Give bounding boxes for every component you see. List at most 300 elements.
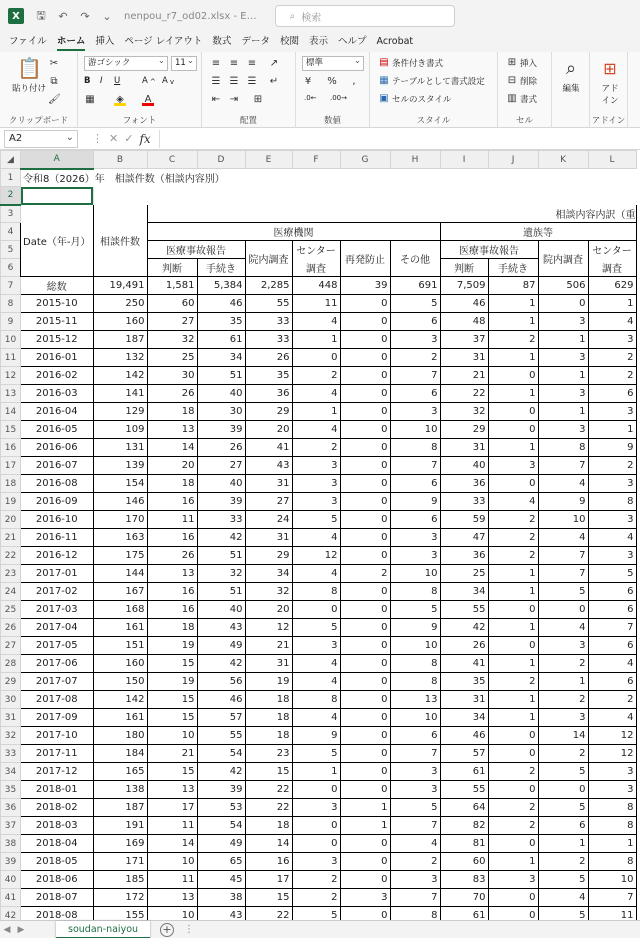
value-cell[interactable]: 2 [488, 331, 538, 349]
value-cell[interactable]: 2 [488, 511, 538, 529]
value-cell[interactable]: 4 [588, 655, 636, 673]
value-cell[interactable]: 51 [197, 367, 245, 385]
value-cell[interactable]: 0 [488, 907, 538, 921]
value-cell[interactable]: 18 [245, 709, 292, 727]
value-cell[interactable]: 3 [488, 457, 538, 475]
value-cell[interactable]: 29 [245, 547, 292, 565]
value-cell[interactable]: 32 [440, 403, 488, 421]
value-cell[interactable]: 6 [538, 817, 588, 835]
value-cell[interactable]: 2 [488, 529, 538, 547]
value-cell[interactable]: 10 [147, 907, 197, 921]
column-header[interactable]: I [440, 151, 488, 169]
row-header[interactable]: 3 [1, 205, 21, 223]
value-cell[interactable]: 26 [147, 385, 197, 403]
value-cell[interactable]: 0 [340, 349, 390, 367]
value-cell[interactable]: 19 [147, 673, 197, 691]
date-cell[interactable]: 2017-04 [21, 619, 94, 637]
value-cell[interactable]: 15 [147, 655, 197, 673]
value-cell[interactable]: 15 [245, 763, 292, 781]
row-header[interactable]: 33 [1, 745, 21, 763]
sub-header-center-investigation[interactable]: 調査 [588, 259, 636, 277]
value-cell[interactable]: 5 [292, 907, 340, 921]
value-cell[interactable]: 2 [292, 439, 340, 457]
value-cell[interactable]: 0 [340, 655, 390, 673]
value-cell[interactable]: 47 [440, 529, 488, 547]
column-header[interactable]: J [488, 151, 538, 169]
value-cell[interactable]: 10 [147, 853, 197, 871]
value-cell[interactable]: 0 [340, 871, 390, 889]
value-cell[interactable]: 3 [588, 475, 636, 493]
value-cell[interactable]: 0 [340, 367, 390, 385]
value-cell[interactable]: 18 [147, 475, 197, 493]
date-cell[interactable]: 2016-11 [21, 529, 94, 547]
value-cell[interactable]: 33 [245, 331, 292, 349]
value-cell[interactable]: 3 [292, 493, 340, 511]
value-cell[interactable]: 54 [197, 745, 245, 763]
align-right-button[interactable] [246, 76, 258, 88]
value-cell[interactable]: 0 [340, 493, 390, 511]
value-cell[interactable]: 16 [147, 601, 197, 619]
value-cell[interactable]: 10 [538, 511, 588, 529]
value-cell[interactable]: 0 [340, 313, 390, 331]
value-cell[interactable]: 161 [93, 619, 147, 637]
merge-button[interactable] [252, 94, 264, 106]
format-cells-button[interactable] [506, 93, 537, 105]
value-cell[interactable]: 2 [292, 871, 340, 889]
sub-header-hospital-investigation[interactable]: 院内調査 [245, 241, 292, 277]
value-cell[interactable]: 168 [93, 601, 147, 619]
value-cell[interactable]: 6 [390, 727, 440, 745]
date-cell[interactable]: 2017-11 [21, 745, 94, 763]
date-cell[interactable]: 2016-03 [21, 385, 94, 403]
value-cell[interactable]: 0 [340, 457, 390, 475]
value-cell[interactable]: 46 [440, 727, 488, 745]
value-cell[interactable]: 187 [93, 331, 147, 349]
value-cell[interactable]: 2 [588, 349, 636, 367]
value-cell[interactable]: 6 [588, 673, 636, 691]
tab-insert[interactable]: 挿入 [95, 36, 115, 47]
value-cell[interactable]: 0 [340, 295, 390, 313]
value-cell[interactable]: 4 [488, 493, 538, 511]
value-cell[interactable]: 2 [292, 367, 340, 385]
row-header[interactable]: 11 [1, 349, 21, 367]
value-cell[interactable]: 5 [390, 601, 440, 619]
value-cell[interactable]: 175 [93, 547, 147, 565]
value-cell[interactable]: 150 [93, 673, 147, 691]
value-cell[interactable]: 34 [440, 583, 488, 601]
row-header[interactable]: 41 [1, 889, 21, 907]
value-cell[interactable]: 0 [538, 601, 588, 619]
value-cell[interactable]: 142 [93, 367, 147, 385]
date-cell[interactable]: 2018-07 [21, 889, 94, 907]
value-cell[interactable]: 18 [245, 727, 292, 745]
cell[interactable] [93, 187, 147, 205]
value-cell[interactable]: 141 [93, 385, 147, 403]
value-cell[interactable]: 4 [538, 529, 588, 547]
sub-header-judgment[interactable]: 判断 [440, 259, 488, 277]
value-cell[interactable]: 8 [538, 439, 588, 457]
value-cell[interactable]: 42 [197, 529, 245, 547]
value-cell[interactable]: 57 [197, 709, 245, 727]
value-cell[interactable]: 29 [245, 403, 292, 421]
increase-decimal-button[interactable]: .0← [304, 94, 317, 102]
value-cell[interactable]: 0 [488, 781, 538, 799]
selected-cell[interactable] [21, 187, 94, 205]
value-cell[interactable]: 1 [588, 295, 636, 313]
value-cell[interactable]: 0 [488, 367, 538, 385]
value-cell[interactable]: 4 [588, 709, 636, 727]
value-cell[interactable]: 163 [93, 529, 147, 547]
borders-button[interactable] [84, 94, 96, 106]
value-cell[interactable]: 54 [197, 817, 245, 835]
value-cell[interactable]: 32 [147, 331, 197, 349]
value-cell[interactable]: 0 [340, 385, 390, 403]
delete-cells-button[interactable] [506, 75, 537, 87]
row-header[interactable]: 16 [1, 439, 21, 457]
column-header[interactable]: F [292, 151, 340, 169]
value-cell[interactable]: 10 [588, 871, 636, 889]
value-cell[interactable]: 27 [197, 457, 245, 475]
cell-styles-button[interactable] [378, 93, 451, 105]
column-header[interactable]: L [588, 151, 636, 169]
value-cell[interactable]: 43 [197, 907, 245, 921]
value-cell[interactable]: 37 [440, 331, 488, 349]
value-cell[interactable]: 4 [588, 529, 636, 547]
align-middle-button[interactable] [228, 58, 240, 70]
value-cell[interactable]: 3 [292, 799, 340, 817]
value-cell[interactable]: 13 [147, 889, 197, 907]
value-cell[interactable]: 32 [197, 565, 245, 583]
value-cell[interactable]: 42 [197, 655, 245, 673]
cell[interactable] [440, 169, 488, 187]
value-cell[interactable]: 8 [588, 799, 636, 817]
value-cell[interactable]: 57 [440, 745, 488, 763]
value-cell[interactable]: 3 [390, 871, 440, 889]
row-header[interactable]: 4 [1, 223, 21, 241]
value-cell[interactable]: 0 [292, 817, 340, 835]
row-header[interactable]: 29 [1, 673, 21, 691]
align-top-button[interactable] [210, 58, 222, 70]
value-cell[interactable]: 11 [588, 907, 636, 921]
value-cell[interactable]: 7 [538, 547, 588, 565]
date-cell[interactable]: 2017-03 [21, 601, 94, 619]
value-cell[interactable]: 43 [197, 619, 245, 637]
date-cell[interactable]: 2015-11 [21, 313, 94, 331]
value-cell[interactable]: 10 [390, 637, 440, 655]
row-header[interactable]: 28 [1, 655, 21, 673]
value-cell[interactable]: 144 [93, 565, 147, 583]
total-cell[interactable]: 629 [588, 277, 636, 295]
total-cell[interactable]: 506 [538, 277, 588, 295]
value-cell[interactable]: 0 [340, 601, 390, 619]
value-cell[interactable]: 55 [440, 601, 488, 619]
value-cell[interactable]: 9 [390, 493, 440, 511]
date-cell[interactable]: 2016-04 [21, 403, 94, 421]
value-cell[interactable]: 7 [390, 457, 440, 475]
date-cell[interactable]: 2016-05 [21, 421, 94, 439]
row-header[interactable]: 5 [1, 241, 21, 259]
value-cell[interactable]: 0 [340, 745, 390, 763]
value-cell[interactable]: 46 [197, 295, 245, 313]
value-cell[interactable]: 0 [340, 727, 390, 745]
value-cell[interactable]: 82 [440, 817, 488, 835]
value-cell[interactable]: 3 [588, 403, 636, 421]
value-cell[interactable]: 42 [197, 763, 245, 781]
row-header[interactable]: 1 [1, 169, 21, 187]
cell[interactable] [588, 187, 636, 205]
value-cell[interactable]: 6 [588, 637, 636, 655]
conditional-format-button[interactable] [378, 57, 443, 69]
value-cell[interactable]: 0 [340, 853, 390, 871]
editing-button[interactable] [560, 58, 582, 94]
value-cell[interactable]: 160 [93, 655, 147, 673]
row-header[interactable]: 6 [1, 259, 21, 277]
value-cell[interactable]: 65 [197, 853, 245, 871]
value-cell[interactable]: 6 [390, 313, 440, 331]
value-cell[interactable]: 0 [340, 439, 390, 457]
value-cell[interactable]: 25 [147, 349, 197, 367]
row-header[interactable]: 25 [1, 601, 21, 619]
value-cell[interactable]: 41 [440, 655, 488, 673]
row-header[interactable]: 32 [1, 727, 21, 745]
value-cell[interactable]: 39 [197, 421, 245, 439]
value-cell[interactable]: 27 [147, 313, 197, 331]
addin-button[interactable] [596, 58, 624, 106]
value-cell[interactable]: 1 [488, 583, 538, 601]
value-cell[interactable]: 8 [292, 583, 340, 601]
value-cell[interactable]: 0 [538, 295, 588, 313]
value-cell[interactable]: 43 [245, 457, 292, 475]
value-cell[interactable]: 1 [488, 655, 538, 673]
value-cell[interactable]: 0 [340, 763, 390, 781]
value-cell[interactable]: 42 [440, 619, 488, 637]
date-cell[interactable]: 2017-06 [21, 655, 94, 673]
column-header[interactable]: K [538, 151, 588, 169]
value-cell[interactable]: 1 [488, 439, 538, 457]
value-cell[interactable]: 129 [93, 403, 147, 421]
row-header[interactable]: 27 [1, 637, 21, 655]
select-all-corner[interactable]: ◢ [1, 151, 21, 169]
value-cell[interactable]: 146 [93, 493, 147, 511]
value-cell[interactable]: 3 [292, 637, 340, 655]
sub-header-prevention[interactable]: 再発防止 [340, 241, 390, 277]
value-cell[interactable]: 11 [147, 511, 197, 529]
tab-home[interactable]: ホーム [52, 32, 91, 52]
value-cell[interactable]: 3 [588, 547, 636, 565]
value-cell[interactable]: 3 [588, 511, 636, 529]
value-cell[interactable]: 61 [440, 763, 488, 781]
value-cell[interactable]: 8 [390, 907, 440, 921]
value-cell[interactable]: 0 [340, 907, 390, 921]
value-cell[interactable]: 170 [93, 511, 147, 529]
tab-page-layout[interactable]: ページ レイアウト [124, 36, 203, 47]
total-cell[interactable]: 7,509 [440, 277, 488, 295]
cell[interactable] [440, 187, 488, 205]
value-cell[interactable]: 1 [292, 403, 340, 421]
value-cell[interactable]: 8 [390, 439, 440, 457]
row-header[interactable]: 38 [1, 835, 21, 853]
more-options-icon[interactable]: ⋮ [184, 924, 195, 935]
value-cell[interactable]: 0 [488, 889, 538, 907]
value-cell[interactable]: 138 [93, 781, 147, 799]
date-cell[interactable]: 2017-01 [21, 565, 94, 583]
cell[interactable] [488, 187, 538, 205]
value-cell[interactable]: 61 [197, 331, 245, 349]
value-cell[interactable]: 4 [292, 565, 340, 583]
value-cell[interactable]: 2 [292, 889, 340, 907]
value-cell[interactable]: 155 [93, 907, 147, 921]
insert-cells-button[interactable] [506, 57, 537, 69]
value-cell[interactable]: 5 [538, 799, 588, 817]
value-cell[interactable]: 11 [292, 295, 340, 313]
value-cell[interactable]: 60 [147, 295, 197, 313]
value-cell[interactable]: 4 [588, 313, 636, 331]
value-cell[interactable]: 14 [147, 835, 197, 853]
value-cell[interactable]: 40 [440, 457, 488, 475]
value-cell[interactable]: 20 [245, 421, 292, 439]
tab-view[interactable]: 表示 [308, 36, 328, 47]
value-cell[interactable]: 154 [93, 475, 147, 493]
redo-icon[interactable]: ↷ [80, 9, 90, 23]
value-cell[interactable]: 38 [197, 889, 245, 907]
value-cell[interactable]: 20 [147, 457, 197, 475]
value-cell[interactable]: 15 [245, 889, 292, 907]
value-cell[interactable]: 131 [93, 439, 147, 457]
value-cell[interactable]: 46 [197, 691, 245, 709]
percent-button[interactable] [326, 76, 338, 88]
date-cell[interactable]: 2018-01 [21, 781, 94, 799]
value-cell[interactable]: 0 [292, 349, 340, 367]
value-cell[interactable]: 35 [197, 313, 245, 331]
date-cell[interactable]: 2016-07 [21, 457, 94, 475]
cell[interactable] [390, 169, 440, 187]
date-cell[interactable]: 2016-08 [21, 475, 94, 493]
value-cell[interactable]: 35 [440, 673, 488, 691]
breakdown-header[interactable]: 相談内容内訳（重 [147, 205, 636, 223]
value-cell[interactable]: 5 [390, 799, 440, 817]
value-cell[interactable]: 0 [340, 529, 390, 547]
value-cell[interactable]: 6 [588, 583, 636, 601]
value-cell[interactable]: 1 [488, 295, 538, 313]
value-cell[interactable]: 56 [197, 673, 245, 691]
value-cell[interactable]: 21 [440, 367, 488, 385]
value-cell[interactable]: 19 [147, 637, 197, 655]
value-cell[interactable]: 18 [245, 817, 292, 835]
value-cell[interactable]: 2 [588, 691, 636, 709]
date-cell[interactable]: 2017-05 [21, 637, 94, 655]
value-cell[interactable]: 3 [340, 889, 390, 907]
value-cell[interactable]: 18 [147, 619, 197, 637]
date-cell[interactable]: 2015-10 [21, 295, 94, 313]
value-cell[interactable]: 0 [488, 637, 538, 655]
cell[interactable] [588, 169, 636, 187]
value-cell[interactable]: 1 [538, 331, 588, 349]
value-cell[interactable]: 11 [147, 817, 197, 835]
value-cell[interactable]: 39 [197, 493, 245, 511]
value-cell[interactable]: 22 [245, 799, 292, 817]
underline-button[interactable]: U [114, 76, 121, 86]
value-cell[interactable]: 26 [440, 637, 488, 655]
value-cell[interactable]: 34 [245, 565, 292, 583]
value-cell[interactable]: 0 [340, 835, 390, 853]
value-cell[interactable]: 5 [292, 745, 340, 763]
value-cell[interactable]: 45 [197, 871, 245, 889]
value-cell[interactable]: 61 [440, 907, 488, 921]
format-painter-button[interactable] [48, 94, 60, 106]
value-cell[interactable]: 5 [538, 763, 588, 781]
row-header[interactable]: 42 [1, 907, 21, 921]
total-cell[interactable]: 19,491 [93, 277, 147, 295]
value-cell[interactable]: 40 [197, 475, 245, 493]
date-cell[interactable]: 2016-01 [21, 349, 94, 367]
total-cell[interactable]: 87 [488, 277, 538, 295]
tab-review[interactable]: 校閲 [279, 36, 299, 47]
value-cell[interactable]: 2 [390, 853, 440, 871]
value-cell[interactable]: 0 [340, 637, 390, 655]
value-cell[interactable]: 12 [292, 547, 340, 565]
value-cell[interactable]: 83 [440, 871, 488, 889]
font-color-button[interactable] [142, 94, 154, 106]
value-cell[interactable]: 0 [340, 511, 390, 529]
value-cell[interactable]: 34 [197, 349, 245, 367]
value-cell[interactable]: 2 [588, 457, 636, 475]
value-cell[interactable]: 70 [440, 889, 488, 907]
value-cell[interactable]: 9 [390, 619, 440, 637]
value-cell[interactable]: 7 [588, 889, 636, 907]
value-cell[interactable]: 36 [245, 385, 292, 403]
value-cell[interactable]: 8 [588, 853, 636, 871]
value-cell[interactable]: 22 [440, 385, 488, 403]
value-cell[interactable]: 132 [93, 349, 147, 367]
value-cell[interactable]: 2 [538, 745, 588, 763]
value-cell[interactable]: 7 [390, 889, 440, 907]
value-cell[interactable]: 10 [390, 421, 440, 439]
date-cell[interactable]: 2016-09 [21, 493, 94, 511]
value-cell[interactable]: 1 [340, 817, 390, 835]
sheet-title[interactable]: 令和8（2026）年 相談件数（相談内容別） [23, 174, 225, 186]
value-cell[interactable]: 15 [147, 763, 197, 781]
value-cell[interactable]: 22 [245, 781, 292, 799]
value-cell[interactable]: 4 [292, 673, 340, 691]
row-header[interactable]: 40 [1, 871, 21, 889]
value-cell[interactable]: 55 [245, 295, 292, 313]
value-cell[interactable]: 12 [588, 727, 636, 745]
value-cell[interactable]: 109 [93, 421, 147, 439]
value-cell[interactable]: 1 [488, 349, 538, 367]
date-cell[interactable]: 2018-04 [21, 835, 94, 853]
value-cell[interactable]: 3 [538, 421, 588, 439]
increase-indent-button[interactable] [228, 94, 240, 106]
date-cell[interactable]: 2017-08 [21, 691, 94, 709]
value-cell[interactable]: 4 [292, 313, 340, 331]
value-cell[interactable]: 36 [440, 547, 488, 565]
value-cell[interactable]: 27 [245, 493, 292, 511]
customize-toolbar-icon[interactable]: ⌄ [102, 9, 112, 23]
value-cell[interactable]: 55 [440, 781, 488, 799]
cell[interactable] [488, 169, 538, 187]
date-cell[interactable]: 2017-02 [21, 583, 94, 601]
shrink-font-button[interactable]: A v [162, 76, 175, 86]
value-cell[interactable]: 4 [538, 889, 588, 907]
value-cell[interactable]: 185 [93, 871, 147, 889]
value-cell[interactable]: 1 [488, 853, 538, 871]
undo-icon[interactable]: ↶ [58, 9, 68, 23]
row-header[interactable]: 19 [1, 493, 21, 511]
value-cell[interactable]: 0 [488, 835, 538, 853]
value-cell[interactable]: 60 [440, 853, 488, 871]
value-cell[interactable]: 3 [588, 781, 636, 799]
row-header[interactable]: 34 [1, 763, 21, 781]
